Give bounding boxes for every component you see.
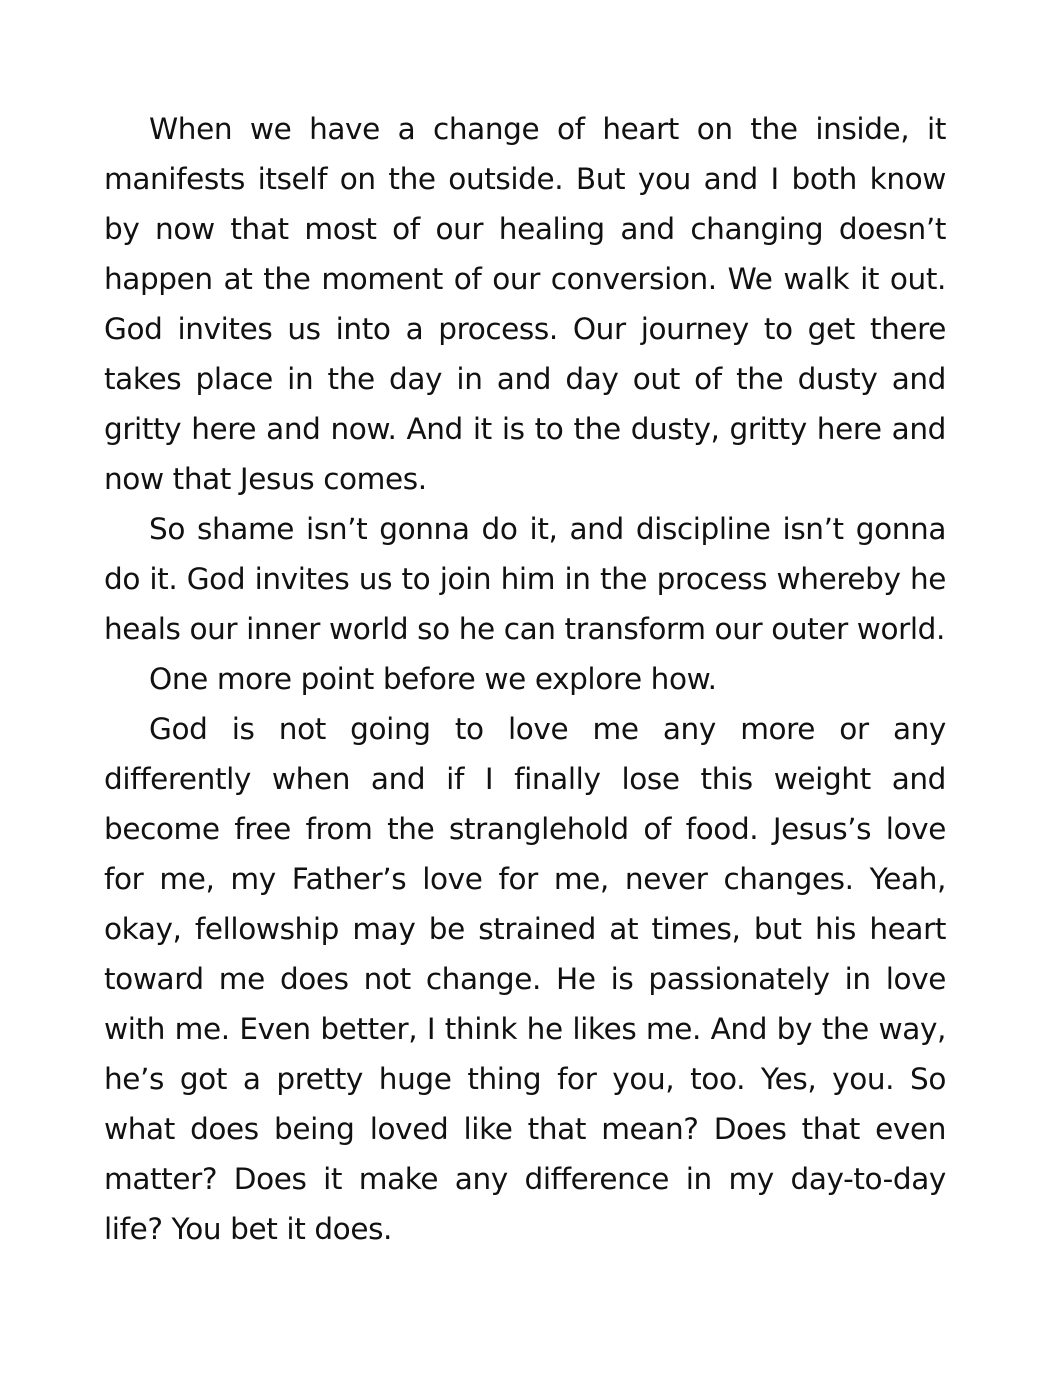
- page-body: [104, 104, 946, 1254]
- paragraph-3: One more point before we explore how.: [149, 662, 717, 696]
- paragraph-1: When we have a change of heart on the inside, it manifests itself on the outside. But you and I both know by now that most of our healing and changing doesn’t happen at the moment of our conversion. We walk it out. God invites us into a process. Our journey to get there takes place in the day in and day out of the dusty and gritty here and now. And it is to the dusty, gritty here and now that Jesus comes.: [104, 112, 946, 496]
- paragraph-4: God is not going to love me any more or any differently when and if I finally lose this weight and become free from the stranglehold of food. Jesus’s love for me, my Father’s love for me, never changes. Yeah, okay, fellowship may be strained at times, but his heart toward me does not change. He is passionately in love with me. Even better, I think he likes me. And by the way, he’s got a pretty huge thing for you, too. Yes, you. So what does being loved like that mean? Does that even matter? Does it make any difference in my day-to-day life? You bet it does.: [104, 712, 946, 1246]
- paragraph-2: So shame isn’t gonna do it, and discipline isn’t gonna do it. God invites us to join him in the process whereby he heals our inner world so he can transform our outer world.: [104, 512, 946, 646]
